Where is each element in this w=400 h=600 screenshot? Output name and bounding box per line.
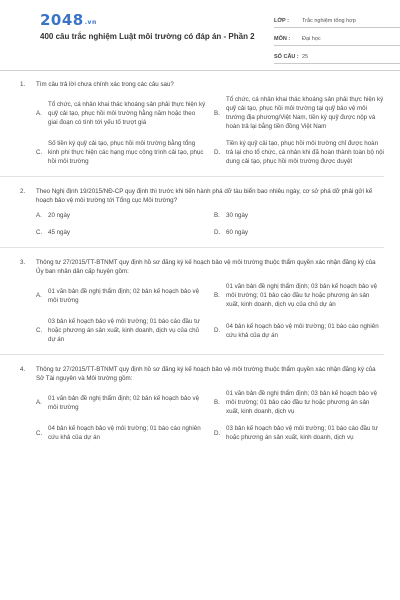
meta-value: 25 <box>302 54 309 60</box>
question-header <box>20 365 384 383</box>
logo-main-text: 2048 <box>40 11 84 29</box>
option-letter: D. <box>214 327 221 334</box>
logo-tld-text: .vn <box>84 19 97 26</box>
question-header <box>20 258 384 276</box>
option-text: Tổ chức, cá nhân khai thác khoáng sản phải thực hiện ký quỹ cải tạo, phục hồi môi trường tại quỹ bảo vệ môi trường địa phương/Việt Nam, tiền ký quỹ được nộp và hoàn trả lại bằng tiền đồng Việt Nam <box>226 96 384 130</box>
answer-option-b[interactable] <box>214 211 384 220</box>
meta-label: SỐ CÂU : <box>274 54 299 60</box>
answer-option-d[interactable] <box>214 317 384 344</box>
meta-row-subject <box>274 28 400 46</box>
option-letter: A. <box>36 109 42 117</box>
document-header <box>18 0 384 68</box>
answer-option-a[interactable] <box>36 95 206 131</box>
meta-label: MÔN : <box>274 36 291 42</box>
option-letter: D. <box>214 429 221 437</box>
answer-option-b[interactable] <box>214 95 384 131</box>
meta-value: Đại học <box>302 36 321 42</box>
option-text: 01 văn bản đề nghị thẩm định; 02 bản kế hoạch bảo vệ môi trường <box>48 287 200 304</box>
question-4 <box>20 365 384 442</box>
option-letter: A. <box>36 399 42 406</box>
option-text: Tiền ký quỹ cải tạo, phục hồi môi trường chỉ được hoàn trả lại cho tổ chức, cá nhân khi đã hoàn thành toàn bộ nội dung cải tạo, phục hồi môi trường được duyệt <box>226 140 384 165</box>
option-text: 03 bản kế hoạch bảo vệ môi trường; 01 báo cáo đầu tư hoặc phương án sản xuất, kinh doanh, dịch vụ <box>226 425 379 441</box>
answer-options <box>36 389 384 442</box>
question-number: 3. <box>20 259 26 266</box>
option-letter: D. <box>214 149 221 156</box>
option-letter: C. <box>36 327 43 334</box>
option-text: 01 văn bản đề nghị thẩm định; 03 bản kế hoạch bảo vệ môi trường; 01 bảo cáo đầu tư hoặc phương án sản xuất, kinh doanh, dịch vụ của chủ dự án <box>226 283 378 308</box>
question-number: 2. <box>20 188 26 195</box>
answer-options <box>36 211 384 237</box>
answer-option-d[interactable] <box>214 228 384 237</box>
answer-option-a[interactable] <box>36 389 206 416</box>
answer-options <box>36 95 384 166</box>
meta-row-class <box>274 10 400 28</box>
option-letter: B. <box>214 109 220 117</box>
answer-option-c[interactable] <box>36 424 206 442</box>
answer-option-b[interactable] <box>214 282 384 309</box>
answer-option-c[interactable] <box>36 228 206 237</box>
question-header <box>20 187 384 205</box>
option-text: 04 bản kế hoạch bảo vệ môi trường; 01 báo cáo nghiên cứu khả của dự án <box>226 322 379 339</box>
meta-row-count <box>274 46 400 64</box>
question-list <box>20 80 384 442</box>
question-2 <box>20 187 384 237</box>
question-text: Thông tư 27/2015/TT-BTNMT quy định hồ sơ đăng ký kế hoạch bảo vệ môi trường thuộc thẩm quyền xác nhận đăng ký của Sở Tài nguyên và Môi trường gồm: <box>36 366 376 382</box>
option-text: Số tiền ký quỹ cải tạo, phục hồi môi trường bằng tổng kinh phí thực hiện các hạng mục công trình cải tạo, phục hồi môi trường <box>48 140 204 165</box>
option-letter: D. <box>214 229 221 236</box>
answer-option-a[interactable] <box>36 211 206 220</box>
question-header <box>20 80 384 89</box>
option-letter: B. <box>214 399 220 406</box>
answer-option-d[interactable] <box>214 424 384 442</box>
option-letter: A. <box>36 292 42 299</box>
answer-option-c[interactable] <box>36 317 206 344</box>
answer-options <box>36 282 384 344</box>
question-number: 4. <box>20 366 26 373</box>
option-text: 01 văn bản đề nghị thẩm định; 02 bản kế hoạch bảo vệ môi trường <box>48 394 200 411</box>
question-number: 1. <box>20 81 26 88</box>
option-letter: C. <box>36 429 43 437</box>
question-divider <box>0 247 384 248</box>
answer-option-d[interactable] <box>214 139 384 166</box>
option-text: Tổ chức, cá nhân khai thác khoáng sản phải thực hiện ký quỹ cải tạo, phục hồi môi trường hằng năm hoặc theo giai đoạn có tính tới yếu tố trượt giá <box>48 100 206 126</box>
option-letter: C. <box>36 229 43 236</box>
meta-value: Trắc nghiệm tổng hợp <box>302 18 356 24</box>
question-text: Tìm câu trả lời chưa chính xác trong các câu sau? <box>36 81 174 88</box>
site-logo[interactable] <box>40 11 97 29</box>
answer-option-c[interactable] <box>36 139 206 166</box>
answer-option-a[interactable] <box>36 282 206 309</box>
question-text: Theo Nghị định 19/2015/NĐ-CP quy định thì trước khi tiến hành phá dỡ tàu biển bao nhiêu ngày, cơ sở phá dỡ phải gửi kế hoạch bảo vệ môi trường tới Tổng cục Môi trường? <box>36 188 373 204</box>
option-text: 60 ngày <box>226 229 249 236</box>
question-text: Thông tư 27/2015/TT-BTNMT quy định hồ sơ đăng ký kế hoạch bảo vệ môi trường thuộc thẩm quyền xác nhận đăng ký của Ủy ban nhân dân cấp huyện gồm: <box>36 259 376 275</box>
option-letter: C. <box>36 149 43 156</box>
answer-option-b[interactable] <box>214 389 384 416</box>
option-text: 45 ngày <box>48 229 71 236</box>
question-divider <box>0 354 384 355</box>
question-divider <box>0 176 384 177</box>
meta-label: LỚP : <box>274 18 289 24</box>
option-letter: B. <box>214 292 220 299</box>
option-text: 04 bản kế hoạch bảo vệ môi trường; 01 báo cáo nghiên cứu khả của dự án <box>48 425 201 441</box>
option-text: 03 bản kế hoạch bảo vệ môi trường; 01 báo cáo đầu tư hoặc phương án sản xuất, kinh doanh, dịch vụ của chủ dự án <box>48 318 201 343</box>
option-letter: B. <box>214 212 220 219</box>
option-letter: A. <box>36 212 42 219</box>
option-text: 20 ngày <box>48 212 71 219</box>
header-divider <box>0 70 400 71</box>
question-1 <box>20 80 384 166</box>
question-3 <box>20 258 384 344</box>
option-text: 01 văn bản đề nghị thẩm định; 03 bản kế hoạch bảo vệ môi trường; 01 bảo cáo đầu tư hoặc phương án sản xuất, kinh doanh, dịch vụ <box>226 390 378 415</box>
document-title: 400 câu trắc nghiệm Luật môi trường có đáp án - Phần 2 <box>40 32 255 41</box>
document-meta <box>274 10 400 64</box>
option-text: 30 ngày <box>226 212 249 219</box>
